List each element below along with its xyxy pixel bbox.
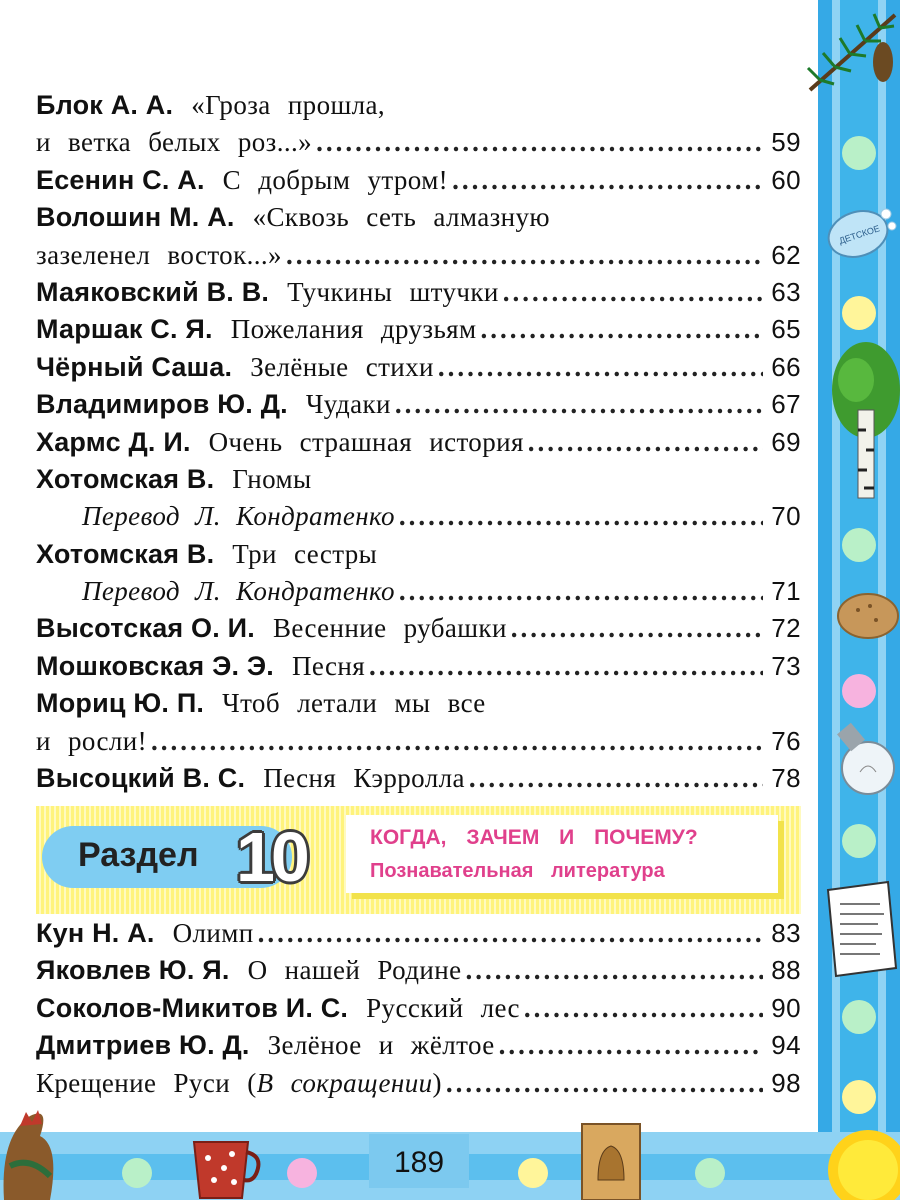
- toc-page-number: 62: [771, 239, 801, 270]
- toc-leader-dots: [399, 498, 763, 535]
- toc-author: Высоцкий В. С.: [36, 763, 246, 794]
- toc-title: «Сквозь сеть алмазную: [252, 202, 550, 233]
- toc-title: Крещение Руси (В сокращении): [36, 1067, 442, 1098]
- toc-title: Зелёное и жёлтое: [267, 1030, 495, 1061]
- toc-author: Маршак С. Я.: [36, 314, 213, 345]
- toc-entry: [36, 952, 801, 989]
- section-number: 10: [236, 818, 306, 896]
- toc-leader-dots: [395, 386, 763, 423]
- toc-page-number: 76: [771, 725, 801, 756]
- toc-entry: [36, 274, 801, 311]
- toc-author: Кун Н. А.: [36, 918, 155, 948]
- toc-title: Песня: [292, 650, 366, 681]
- toc-author: Блок А. А.: [36, 90, 174, 120]
- toc-title: Очень страшная история: [208, 426, 524, 457]
- toc-entry: [36, 199, 801, 236]
- toc-page-number: 78: [771, 763, 801, 794]
- toc-title: Гномы: [232, 463, 312, 494]
- toc-entry: [36, 723, 801, 760]
- toc-leader-dots: [452, 162, 763, 199]
- toc-entry: [36, 424, 801, 461]
- potato-icon: [830, 586, 900, 646]
- toc-page-number: 90: [771, 992, 801, 1023]
- cup-icon: [188, 1134, 268, 1200]
- toc-author: Мошковская Э. Э.: [36, 650, 274, 681]
- decor-dot: [842, 1000, 876, 1034]
- decor-dot: [695, 1158, 725, 1188]
- toc-title: Чудаки: [305, 389, 391, 420]
- table-of-contents-bottom: [36, 915, 801, 1102]
- decor-dot: [842, 528, 876, 562]
- toc-title: и росли!: [36, 725, 147, 756]
- toc-title: Перевод Л. Кондратенко: [82, 501, 395, 532]
- toc-page-number: 88: [771, 955, 801, 986]
- toc-author: Маяковский В. В.: [36, 276, 270, 307]
- toc-page-number: 67: [771, 389, 801, 420]
- toc-page-number: 71: [771, 576, 801, 607]
- toc-page-number: 98: [771, 1067, 801, 1098]
- toc-leader-dots: [316, 124, 763, 161]
- toc-page-number: 60: [771, 164, 801, 195]
- toc-entry: [36, 162, 801, 199]
- toc-page-number: 73: [771, 650, 801, 681]
- decor-dot: [287, 1158, 317, 1188]
- toc-page-number: 65: [771, 314, 801, 345]
- toc-entry: [36, 237, 801, 274]
- toc-leader-dots: [469, 760, 763, 797]
- toc-title: «Гроза прошла,: [191, 90, 386, 120]
- toc-page-number: 59: [771, 127, 801, 158]
- toc-author: Хотомская В.: [36, 463, 215, 494]
- light-bulb-icon: [832, 722, 900, 806]
- toc-page-number: 72: [771, 613, 801, 644]
- birch-tree-icon: [826, 340, 900, 500]
- toc-entry: [36, 648, 801, 685]
- toc-entry: [36, 573, 801, 610]
- decor-dot: [842, 296, 876, 330]
- toc-author: Есенин С. А.: [36, 164, 205, 195]
- decor-dot: [842, 136, 876, 170]
- sun-icon: [808, 1108, 900, 1200]
- toc-title: зазеленел восток...»: [36, 239, 282, 270]
- toc-author: Владимиров Ю. Д.: [36, 389, 288, 420]
- toc-author: Чёрный Саша.: [36, 351, 233, 382]
- toc-author: Мориц Ю. П.: [36, 688, 205, 719]
- table-of-contents-top: [36, 87, 801, 797]
- toc-author: Хотомская В.: [36, 538, 215, 569]
- paper-sheet-icon: [818, 880, 900, 980]
- toc-author: Волошин М. А.: [36, 202, 235, 233]
- toc-leader-dots: [438, 349, 763, 386]
- toc-leader-dots: [503, 274, 763, 311]
- bell-tower-icon: [578, 1120, 644, 1200]
- toc-entry: [36, 1065, 801, 1102]
- toc-title: Перевод Л. Кондратенко: [82, 576, 395, 607]
- toc-entry: [36, 498, 801, 535]
- toc-entry: [36, 124, 801, 161]
- toc-title: Тучкины штучки: [287, 276, 499, 307]
- toc-author: Высотская О. И.: [36, 613, 255, 644]
- toc-title: Чтоб летали мы все: [222, 688, 486, 719]
- toc-leader-dots: [499, 1027, 763, 1064]
- section-subtitle: Познавательная литература: [370, 860, 665, 882]
- toc-entry: [36, 87, 801, 124]
- toc-entry: [36, 536, 801, 573]
- toc-author: Дмитриев Ю. Д.: [36, 1030, 250, 1061]
- decor-dot: [842, 824, 876, 858]
- toc-page-number: 69: [771, 426, 801, 457]
- page-number: 189: [393, 1146, 445, 1179]
- decor-dot: [122, 1158, 152, 1188]
- toc-author: Хармс Д. И.: [36, 426, 191, 457]
- toc-leader-dots: [481, 311, 764, 348]
- rooster-icon: [0, 1096, 70, 1200]
- toc-leader-dots: [369, 648, 763, 685]
- toc-leader-dots: [528, 424, 763, 461]
- toc-leader-dots: [151, 723, 763, 760]
- toc-title: Русский лес: [366, 992, 520, 1023]
- toc-title: С добрым утром!: [222, 164, 449, 195]
- toc-entry: [36, 915, 801, 952]
- toc-page-number: 66: [771, 351, 801, 382]
- toc-leader-dots: [258, 915, 763, 952]
- toc-title: Три сестры: [232, 538, 378, 569]
- toc-title: Весенние рубашки: [272, 613, 507, 644]
- toc-entry: [36, 1027, 801, 1064]
- toc-page-number: 83: [771, 918, 801, 948]
- toc-entry: [36, 610, 801, 647]
- toc-title: Олимп: [172, 918, 254, 948]
- svg-text:ДЕТСКОЕ: ДЕТСКОЕ: [837, 223, 882, 246]
- toc-page-number: 70: [771, 501, 801, 532]
- pine-branch-icon: [800, 0, 900, 95]
- toc-leader-dots: [446, 1065, 763, 1102]
- decor-dot: [518, 1158, 548, 1188]
- toc-leader-dots: [399, 573, 763, 610]
- toc-entry: [36, 461, 801, 498]
- toc-leader-dots: [524, 990, 763, 1027]
- decor-dot: [842, 674, 876, 708]
- toc-title: Песня Кэрролла: [263, 763, 465, 794]
- toc-title: и ветка белых роз...»: [36, 127, 313, 158]
- toc-leader-dots: [286, 237, 763, 274]
- toc-entry: [36, 760, 801, 797]
- toc-leader-dots: [466, 952, 763, 989]
- toc-title: Пожелания друзьям: [230, 314, 477, 345]
- section-word: Раздел: [78, 836, 199, 874]
- toc-leader-dots: [511, 610, 763, 647]
- toc-author: Яковлев Ю. Я.: [36, 955, 230, 986]
- soap-icon: [820, 200, 898, 264]
- toc-entry: [36, 685, 801, 722]
- toc-title: О нашей Родине: [247, 955, 462, 986]
- toc-entry: [36, 990, 801, 1027]
- toc-page-number: 63: [771, 276, 801, 307]
- toc-entry: [36, 386, 801, 423]
- toc-page-number: 94: [771, 1030, 801, 1061]
- toc-title: Зелёные стихи: [250, 351, 434, 382]
- toc-author: Соколов-Микитов И. С.: [36, 992, 349, 1023]
- toc-entry: [36, 349, 801, 386]
- section-title: КОГДА, ЗАЧЕМ И ПОЧЕМУ?: [370, 826, 698, 849]
- toc-entry: [36, 311, 801, 348]
